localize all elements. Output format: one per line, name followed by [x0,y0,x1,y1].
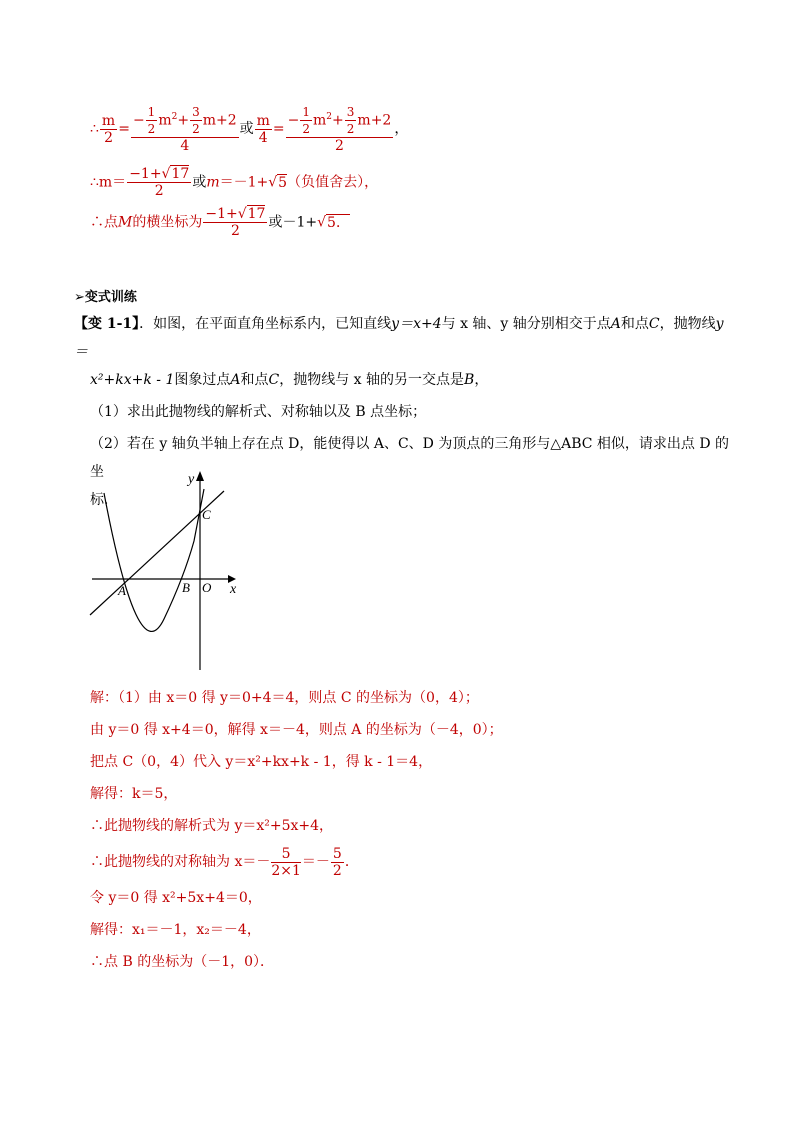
parabola-curve [104,489,204,631]
big-fraction-left [131,104,239,154]
fraction-5-over-2: $\frac{5}{2}$ [332,845,342,879]
formula-line-3: ∴点M的横坐标为 $\frac{-1+√17}{2}$ 或－1+√5． [90,206,350,239]
fraction-m-over-2 [100,113,117,146]
graph-svg [84,465,254,675]
question-2-cont: 标． [90,492,118,508]
fraction-answer: $\frac{-1+√17}{2}$ [205,206,266,239]
big-fraction-right: − $\frac{1}{2}$ $m^2+$ $\frac{3}{2}$ m+2 2 [287,105,392,154]
parabola-graph [84,465,254,679]
solution-line-8: 解得：x₁＝－1，x₂＝－4， [90,922,261,938]
therefore-symbol: ∴ [90,121,99,137]
solution-line-3: 把点 C（0，4）代入 y＝x²+kx+k - 1，得 k - 1＝4， [90,754,433,770]
equals-sign: = [118,121,130,137]
formula-line-1: ∴ $\frac{m}{2}$ = − $\frac{1}{2}$ $m^2+$ $\frac{3}{2}$ m+2 4 或 $\frac{m}{4}$ = − $\frac{1}{2}$ $m^2+$ $\frac{3}{2}$ m+2 2 ， [90,105,409,154]
label-x: x [230,582,237,597]
question-2: （2）若在 y 轴负半轴上存在点 D，能使得以 A、C、D 为顶点的三角形与△ABC 相似，请求出点 D 的坐 [90,436,730,480]
solution-block [90,682,750,978]
fraction-numerator: m [101,112,116,129]
fraction-neg1-plus-sqrt17: $\frac{-1+√17}{2}$ [129,166,190,199]
big-fraction-denominator: 4 [180,138,190,154]
m-equals-prefix: ∴m＝ [90,174,127,191]
fraction-denominator: 2 [104,129,114,146]
label-B: B [182,580,190,595]
solution-line-5: ∴此抛物线的解析式为 y＝x²+5x+4， [90,818,334,834]
label-C: C [202,507,211,522]
label-y: y [188,472,195,487]
fraction-m-over-4: $\frac{m}{4}$ [256,112,270,146]
solution-line-1: 解：（1）由 x＝0 得 y＝0+4＝4，则点 C 的坐标为（0，4）； [90,690,479,706]
y-axis-arrow [196,471,204,481]
label-O: O [202,580,212,595]
solution-line-7: 令 y＝0 得 x²+5x+4＝0， [90,890,262,906]
solution-line-9: ∴点 B 的坐标为（－1，0）． [90,954,275,970]
solution-line-4: 解得：k＝5， [90,786,178,802]
solution-line-6: ∴此抛物线的对称轴为 x＝－ $\frac{5}{2\times 1}$ ＝－ $\frac{5}{2}$ ． [90,845,359,879]
section-title: ➢变式训练 [74,290,137,305]
solution-line-2: 由 y＝0 得 x+4＝0，解得 x＝－4，则点 A 的坐标为（－4，0）； [90,722,503,738]
fraction-5-over-2x1: $\frac{5}{2\times 1}$ [271,845,301,879]
problem-label: 【变 1-1】 [74,316,140,332]
or-word: 或 [239,121,254,137]
question-1: （1）求出此抛物线的解析式、对称轴以及 B 点坐标； [90,404,427,420]
problem-line-1: 【变 1-1】．如图，在平面直角坐标系内，已知直线y＝x+4与 x 轴、y 轴分别相交于点A和点C，抛物线y＝ [74,316,724,360]
formula-line-2: ∴m＝ $\frac{-1+√17}{2}$ 或m＝－1+√5（负值舍去）， [90,166,379,199]
label-A: A [118,583,126,598]
problem-line-2: x²+kx+k - 1图象过点A和点C，抛物线与 x 轴的另一交点是B， [90,372,489,388]
big-fraction-numerator: − $\frac{1}{2}$ $m^2+$ $\frac{3}{2}$ m+2 [132,105,237,136]
